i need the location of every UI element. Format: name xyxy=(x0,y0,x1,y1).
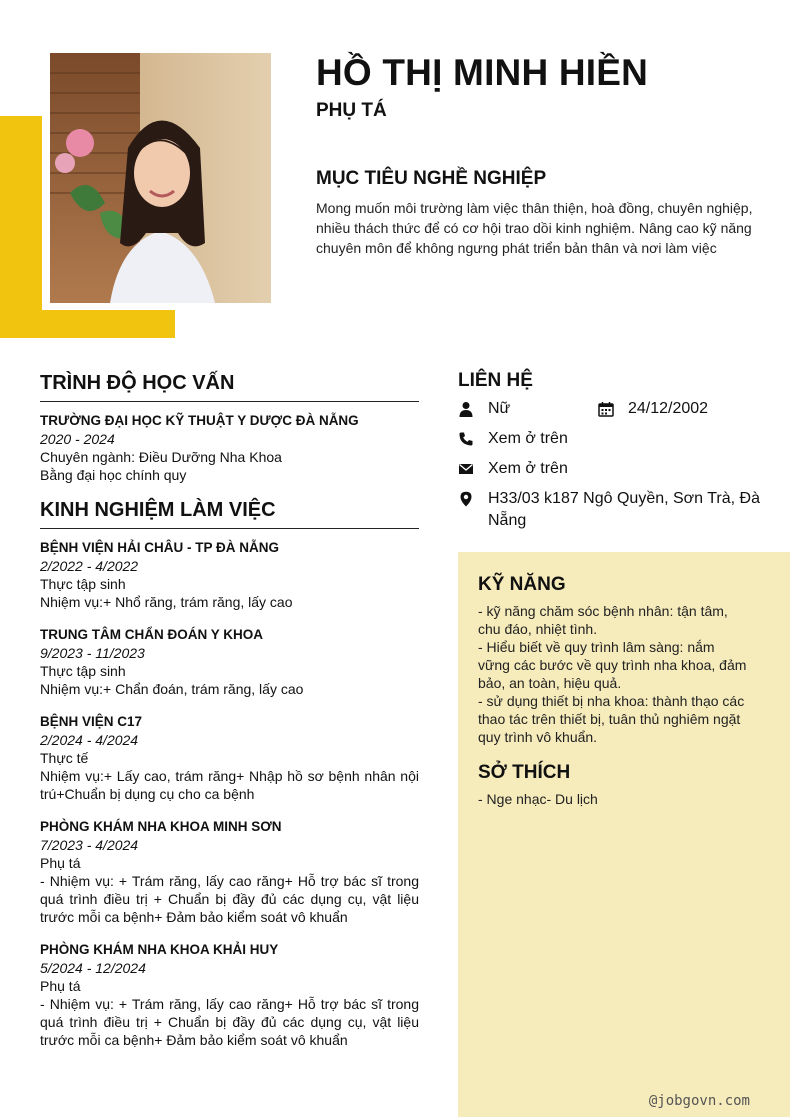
experience-desc: - Nhiệm vụ: + Trám răng, lấy cao răng+ Hỗ trợ bác sĩ trong quá trình điều trị + Chuẩn bị đầy đủ các dụng cụ, vật liệu trước mỗi ca bệnh+ Đảm bảo kiểm soát vô khuẩn xyxy=(40,873,419,925)
experience-desc: Nhiệm vụ:+ Chẩn đoán, trám răng, lấy cao xyxy=(40,681,304,697)
mail-icon xyxy=(458,458,488,480)
location-pin-icon xyxy=(458,488,488,510)
skill-item: - kỹ năng chăm sóc bệnh nhân: tận tâm, chu đáo, nhiệt tình. xyxy=(478,603,728,637)
phone-icon xyxy=(458,428,488,450)
experience-date: 2/2024 - 4/2024 xyxy=(40,732,139,748)
contact-row-phone xyxy=(458,428,768,450)
address-value: H33/03 k187 Ngô Quyền, Sơn Trà, Đà Nẵng xyxy=(488,490,760,529)
experience-entry xyxy=(40,539,419,611)
experience-date: 2/2022 - 4/2022 xyxy=(40,558,139,574)
hobbies-title: SỞ THÍCH xyxy=(478,762,571,783)
skill-item: - Hiểu biết về quy trình lâm sàng: nắm vững các bước về quy trình nha khoa, đảm bảo, an toàn, hiệu quả. xyxy=(478,639,747,691)
experience-entry xyxy=(40,713,419,803)
education-title: TRÌNH ĐỘ HỌC VẤN xyxy=(40,372,419,402)
experience-position: Thực tập sinh xyxy=(40,576,126,592)
experience-desc: Nhiệm vụ:+ Nhổ răng, trám răng, lấy cao xyxy=(40,594,293,610)
experience-entry xyxy=(40,941,419,1049)
watermark: @jobgovn.com xyxy=(648,1093,750,1109)
company-name: PHÒNG KHÁM NHA KHOA KHẢI HUY xyxy=(40,942,279,957)
contact-row-gender-dob xyxy=(458,398,768,420)
skills-hobbies-panel xyxy=(458,552,790,1117)
experience-position: Phụ tá xyxy=(40,978,81,994)
skill-item: - sử dụng thiết bị nha khoa: thành thạo các thao tác trên thiết bị, tuân thủ nghiêm ngặt quy trình vô khuẩn. xyxy=(478,693,745,745)
contact-row-address xyxy=(458,488,768,532)
experience-date: 7/2023 - 4/2024 xyxy=(40,837,139,853)
company-name: BỆNH VIỆN C17 xyxy=(40,714,143,729)
education-date: 2020 - 2024 xyxy=(40,431,115,447)
company-name: PHÒNG KHÁM NHA KHOA MINH SƠN xyxy=(40,819,282,834)
experience-entry xyxy=(40,626,419,698)
candidate-role: PHỤ TÁ xyxy=(316,100,387,121)
profile-photo xyxy=(50,53,271,303)
experience-date: 5/2024 - 12/2024 xyxy=(40,960,146,976)
accent-bar-horizontal xyxy=(0,310,175,338)
education-degree: Bằng đại học chính quy xyxy=(40,467,187,483)
company-name: BỆNH VIỆN HẢI CHÂU - TP ĐÀ NẴNG xyxy=(40,540,280,555)
company-name: TRUNG TÂM CHẨN ĐOÁN Y KHOA xyxy=(40,627,264,642)
objective-text: Mong muốn môi trường làm việc thân thiện, hoà đồng, chuyên nghiệp, nhiều thách thức để có cơ hội trao dồi kinh nghiệm. Nâng cao kỹ năng chuyên môn để không ngưng phát triển bản thân và nơi làm việc xyxy=(316,200,753,256)
phone-value: Xem ở trên xyxy=(488,430,568,447)
education-entry xyxy=(40,412,419,484)
gender-value: Nữ xyxy=(488,400,511,417)
contact-section xyxy=(458,370,768,540)
experience-position: Thực tế xyxy=(40,750,89,766)
accent-bar-vertical xyxy=(0,116,42,338)
experience-title: KINH NGHIỆM LÀM VIỆC xyxy=(40,499,419,529)
experience-position: Phụ tá xyxy=(40,855,81,871)
candidate-name: HỒ THỊ MINH HIỀN xyxy=(316,52,649,93)
experience-position: Thực tập sinh xyxy=(40,663,126,679)
left-column xyxy=(40,372,419,1064)
person-icon xyxy=(458,398,488,420)
school-name: TRƯỜNG ĐẠI HỌC KỸ THUẬT Y DƯỢC ĐÀ NẴNG xyxy=(40,413,359,428)
experience-desc: Nhiệm vụ:+ Lấy cao, trám răng+ Nhập hồ sơ bệnh nhân nội trú+Chuẩn bị dụng cụ cho ca bệnh xyxy=(40,768,419,802)
dob-value: 24/12/2002 xyxy=(628,400,709,417)
education-major: Chuyên ngành: Điều Dưỡng Nha Khoa xyxy=(40,449,282,465)
email-value: Xem ở trên xyxy=(488,460,568,477)
objective-title: MỤC TIÊU NGHỀ NGHIỆP xyxy=(316,168,547,189)
calendar-icon xyxy=(598,398,628,420)
experience-entry xyxy=(40,818,419,926)
experience-date: 9/2023 - 11/2023 xyxy=(40,645,145,661)
contact-title: LIÊN HỆ xyxy=(458,370,533,391)
skills-list xyxy=(478,602,748,746)
hobbies-text: - Nge nhạc- Du lịch xyxy=(478,791,598,807)
experience-desc: - Nhiệm vụ: + Trám răng, lấy cao răng+ Hỗ trợ bác sĩ trong quá trình điều trị + Chuẩn bị đầy đủ các dụng cụ, vật liệu trước mỗi ca bệnh+ Đảm bảo kiểm soát vô khuẩn xyxy=(40,996,419,1048)
skills-title: KỸ NĂNG xyxy=(478,574,566,595)
contact-row-email xyxy=(458,458,768,480)
